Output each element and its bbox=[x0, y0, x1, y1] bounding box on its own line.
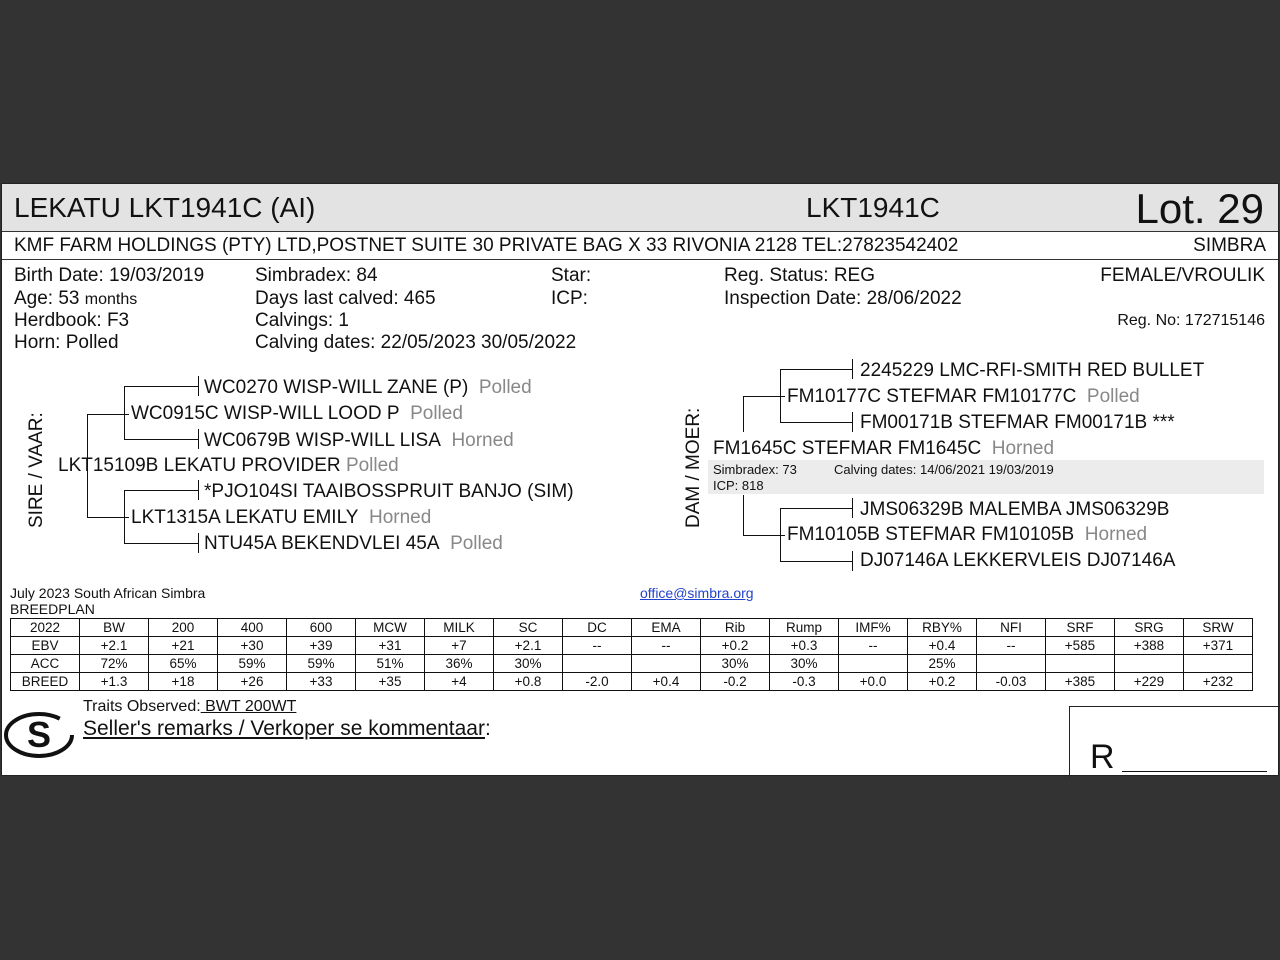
email-link[interactable]: office@simbra.org bbox=[640, 585, 754, 601]
ebv-row-label: EBV bbox=[11, 637, 80, 655]
dam-dam bbox=[787, 524, 1147, 546]
icp: ICP: bbox=[551, 288, 588, 309]
ebv-cell: +0.3 bbox=[770, 637, 839, 655]
ancestor-name: WC0679B WISP-WILL LISA bbox=[204, 430, 441, 451]
sire-dam-sire bbox=[204, 481, 574, 503]
dam-sire-sire: 2245229 LMC-RFI-SMITH RED BULLET bbox=[860, 360, 1205, 381]
ebv-cell: +7 bbox=[425, 637, 494, 655]
ebv-cell: 59% bbox=[287, 655, 356, 673]
birth-date: Birth Date: 19/03/2019 bbox=[14, 265, 205, 286]
dam-connector bbox=[780, 561, 853, 562]
ebv-cell: +31 bbox=[356, 637, 425, 655]
ebv-cell: +18 bbox=[149, 673, 218, 691]
ebv-cell: -- bbox=[563, 637, 632, 655]
source-label: July 2023 South African Simbra bbox=[10, 585, 206, 601]
sire-connector bbox=[198, 480, 199, 500]
ancestor-name: LKT1315A LEKATU EMILY bbox=[131, 507, 359, 528]
ebv-cell: +30 bbox=[218, 637, 287, 655]
dam-connector bbox=[780, 422, 853, 423]
ancestor-horn: Polled bbox=[450, 533, 503, 554]
ebv-row-label: ACC bbox=[11, 655, 80, 673]
dam-connector bbox=[852, 412, 853, 432]
ebv-header-row bbox=[11, 619, 1253, 637]
ebv-cell: +229 bbox=[1115, 673, 1184, 691]
ancestor-horn: Polled bbox=[1086, 386, 1140, 407]
ebv-cell: +4 bbox=[425, 673, 494, 691]
ancestor-horn: Horned bbox=[368, 507, 432, 528]
ebv-cell: +1.3 bbox=[80, 673, 149, 691]
price-prefix: R bbox=[1090, 738, 1115, 776]
animal-code: LKT1941C bbox=[806, 192, 940, 223]
ancestor-name: WC0915C WISP-WILL LOOD P bbox=[131, 403, 400, 424]
ebv-cell: 36% bbox=[425, 655, 494, 673]
ebv-cell: +0.8 bbox=[494, 673, 563, 691]
ancestor-horn: Polled bbox=[410, 403, 463, 424]
dam-connector bbox=[780, 508, 853, 509]
simbradex: Simbradex: 84 bbox=[255, 265, 378, 286]
ebv-cell: -2.0 bbox=[563, 673, 632, 691]
ebv-cell: +371 bbox=[1184, 637, 1253, 655]
traits-value: BWT 200WT bbox=[200, 698, 297, 715]
sire-connector bbox=[124, 543, 199, 544]
sire bbox=[58, 455, 399, 477]
ebv-cell: +0.4 bbox=[908, 637, 977, 655]
simbra-logo-icon bbox=[2, 708, 76, 762]
ancestor-horn: Polled bbox=[345, 455, 399, 476]
ancestor-horn: Horned bbox=[1084, 524, 1148, 545]
ancestor-name: FM1645C STEFMAR FM1645C bbox=[713, 438, 982, 459]
ebv-row bbox=[11, 637, 1253, 655]
ebv-trait-header: 200 bbox=[149, 619, 218, 637]
ebv-cell: +0.2 bbox=[908, 673, 977, 691]
ancestor-name: *PJO104SI TAAIBOSSPRUIT BANJO (SIM) bbox=[204, 481, 574, 502]
dam-connector bbox=[852, 498, 853, 518]
ebv-trait-header: Rump bbox=[770, 619, 839, 637]
ebv-trait-header: IMF% bbox=[839, 619, 908, 637]
ebv-trait-header: MILK bbox=[425, 619, 494, 637]
ebv-cell: +26 bbox=[218, 673, 287, 691]
sire-connector bbox=[124, 490, 199, 491]
ebv-cell bbox=[1184, 655, 1253, 673]
sire-dam bbox=[131, 507, 431, 529]
title-bar bbox=[2, 184, 1278, 232]
sire-sire-dam bbox=[204, 430, 514, 452]
ebv-cell: 51% bbox=[356, 655, 425, 673]
dam-dam-dam: DJ07146A LEKKERVLEIS DJ07146A bbox=[860, 550, 1176, 571]
ebv-cell bbox=[1046, 655, 1115, 673]
ancestor-horn: Horned bbox=[991, 438, 1055, 459]
ebv-cell: 65% bbox=[149, 655, 218, 673]
animal-name: LEKATU LKT1941C (AI) bbox=[14, 192, 316, 223]
star: Star: bbox=[551, 265, 592, 286]
dam-sire bbox=[787, 386, 1140, 408]
price-input-line[interactable] bbox=[1122, 771, 1267, 772]
ebv-cell: +585 bbox=[1046, 637, 1115, 655]
sire-sire-sire bbox=[204, 377, 532, 399]
ebv-trait-header: 600 bbox=[287, 619, 356, 637]
sire-connector bbox=[198, 533, 199, 553]
logo-letter: S bbox=[26, 714, 52, 755]
ebv-cell: +21 bbox=[149, 637, 218, 655]
ebv-trait-header: SRG bbox=[1115, 619, 1184, 637]
ebv-cell: 30% bbox=[701, 655, 770, 673]
ebv-cell: 72% bbox=[80, 655, 149, 673]
ebv-trait-header: SC bbox=[494, 619, 563, 637]
ancestor-name: NTU45A BEKENDVLEI 45A bbox=[204, 533, 440, 554]
traits-label: Traits Observed: bbox=[83, 698, 201, 715]
calving-dates: Calving dates: 22/05/2023 30/05/2022 bbox=[255, 332, 577, 353]
ebv-cell: +232 bbox=[1184, 673, 1253, 691]
dam-side-label: DAM / MOER: bbox=[683, 407, 704, 528]
price-box bbox=[1069, 706, 1280, 777]
remarks-label: Seller's remarks / Verkoper se kommentaar bbox=[83, 717, 485, 740]
ebv-trait-header: BW bbox=[80, 619, 149, 637]
traits-observed bbox=[83, 698, 296, 716]
reg-no: Reg. No: 172715146 bbox=[1117, 312, 1265, 329]
ebv-cell: +39 bbox=[287, 637, 356, 655]
ebv-cell bbox=[1115, 655, 1184, 673]
ancestor-name: WC0270 WISP-WILL ZANE (P) bbox=[204, 377, 469, 398]
sire-connector bbox=[124, 439, 199, 440]
sire-dam-dam bbox=[204, 533, 503, 555]
dam-dam-sire: JMS06329B MALEMBA JMS06329B bbox=[860, 499, 1170, 520]
sire-connector bbox=[124, 490, 125, 543]
breed-row bbox=[11, 673, 1253, 691]
ebv-cell: -- bbox=[839, 637, 908, 655]
remarks-colon: : bbox=[484, 717, 491, 740]
breed-label: SIMBRA bbox=[1193, 235, 1266, 256]
dam-calving-dates: Calving dates: 14/06/2021 19/03/2019 bbox=[834, 462, 1054, 477]
ebv-cell bbox=[563, 655, 632, 673]
ebv-row-label: BREED bbox=[11, 673, 80, 691]
lot-prefix: Lot. bbox=[1135, 185, 1206, 232]
sire-connector bbox=[124, 386, 125, 439]
ancestor-name: FM10177C STEFMAR FM10177C bbox=[787, 386, 1077, 407]
ebv-cell: +2.1 bbox=[494, 637, 563, 655]
ebv-cell: 30% bbox=[494, 655, 563, 673]
dam-connector bbox=[780, 369, 853, 370]
ebv-cell: -0.2 bbox=[701, 673, 770, 691]
sire-connector bbox=[87, 414, 129, 415]
ebv-cell: 59% bbox=[218, 655, 287, 673]
owner-bar bbox=[2, 232, 1278, 260]
reg-status: Reg. Status: REG bbox=[724, 265, 876, 286]
dam-connector bbox=[852, 551, 853, 571]
ebv-cell: +33 bbox=[287, 673, 356, 691]
sire-connector bbox=[87, 517, 129, 518]
ebv-cell bbox=[977, 655, 1046, 673]
ebv-trait-header: DC bbox=[563, 619, 632, 637]
ebv-cell: +0.0 bbox=[839, 673, 908, 691]
dam-connector bbox=[780, 508, 781, 561]
sire-sire bbox=[131, 403, 463, 425]
ebv-trait-header: 400 bbox=[218, 619, 287, 637]
ebv-trait-header: EMA bbox=[632, 619, 701, 637]
dam-connector bbox=[743, 535, 785, 536]
ebv-cell: -0.3 bbox=[770, 673, 839, 691]
breedplan-label: BREEDPLAN bbox=[10, 601, 95, 617]
dam-connector bbox=[743, 396, 744, 432]
acc-row bbox=[11, 655, 1253, 673]
horn-status: Horn: Polled bbox=[14, 332, 119, 353]
dam-connector bbox=[743, 396, 785, 397]
ebv-cell bbox=[839, 655, 908, 673]
sex: FEMALE/VROULIK bbox=[1100, 265, 1265, 286]
ebv-cell: +2.1 bbox=[80, 637, 149, 655]
age-unit: months bbox=[84, 291, 138, 308]
sire-connector bbox=[198, 376, 199, 396]
dam-connector bbox=[852, 359, 853, 379]
dam-sire-dam: FM00171B STEFMAR FM00171B *** bbox=[860, 412, 1175, 433]
ebv-trait-header: SRF bbox=[1046, 619, 1115, 637]
days-last-calved: Days last calved: 465 bbox=[255, 288, 436, 309]
ebv-trait-header: Rib bbox=[701, 619, 770, 637]
ebv-cell: -- bbox=[632, 637, 701, 655]
herdbook: Herdbook: F3 bbox=[14, 310, 130, 331]
ebv-cell bbox=[632, 655, 701, 673]
sire-connector bbox=[124, 386, 199, 387]
age bbox=[14, 288, 137, 310]
ancestor-horn: Polled bbox=[478, 377, 532, 398]
lot-value: 29 bbox=[1217, 185, 1264, 232]
ebv-cell: +0.4 bbox=[632, 673, 701, 691]
ancestor-name: FM10105B STEFMAR FM10105B bbox=[787, 524, 1075, 545]
ebv-cell: +388 bbox=[1115, 637, 1184, 655]
dam-icp: ICP: 818 bbox=[713, 478, 764, 493]
ebv-trait-header: SRW bbox=[1184, 619, 1253, 637]
age-value: Age: 53 bbox=[14, 288, 80, 309]
sire-connector bbox=[198, 429, 199, 449]
ebv-cell: +0.2 bbox=[701, 637, 770, 655]
ebv-cell: 30% bbox=[770, 655, 839, 673]
owner-address: KMF FARM HOLDINGS (PTY) LTD,POSTNET SUITE 30 PRIVATE BAG X 33 RIVONIA 2128 TEL:27823542402 bbox=[14, 235, 959, 256]
ebv-year-header: 2022 bbox=[11, 619, 80, 637]
ancestor-name: LKT15109B LEKATU PROVIDER bbox=[58, 455, 341, 476]
lot-number bbox=[1136, 185, 1264, 233]
ancestor-horn: Horned bbox=[451, 430, 514, 451]
dam bbox=[713, 438, 1054, 460]
ebv-cell: 25% bbox=[908, 655, 977, 673]
ebv-cell: -0.03 bbox=[977, 673, 1046, 691]
ebv-cell: -- bbox=[977, 637, 1046, 655]
dam-connector bbox=[780, 369, 781, 422]
ebv-cell: +385 bbox=[1046, 673, 1115, 691]
lot-card bbox=[1, 183, 1279, 776]
calvings: Calvings: 1 bbox=[255, 310, 349, 331]
ebv-trait-header: RBY% bbox=[908, 619, 977, 637]
sire-side-label: SIRE / VAAR: bbox=[26, 412, 47, 528]
dam-connector bbox=[743, 495, 744, 535]
ebv-cell: +35 bbox=[356, 673, 425, 691]
ebv-trait-header: NFI bbox=[977, 619, 1046, 637]
dam-simbradex: Simbradex: 73 bbox=[713, 462, 797, 477]
ebv-table bbox=[10, 618, 1253, 691]
sellers-remarks bbox=[83, 717, 491, 741]
inspection-date: Inspection Date: 28/06/2022 bbox=[724, 288, 962, 309]
ebv-trait-header: MCW bbox=[356, 619, 425, 637]
